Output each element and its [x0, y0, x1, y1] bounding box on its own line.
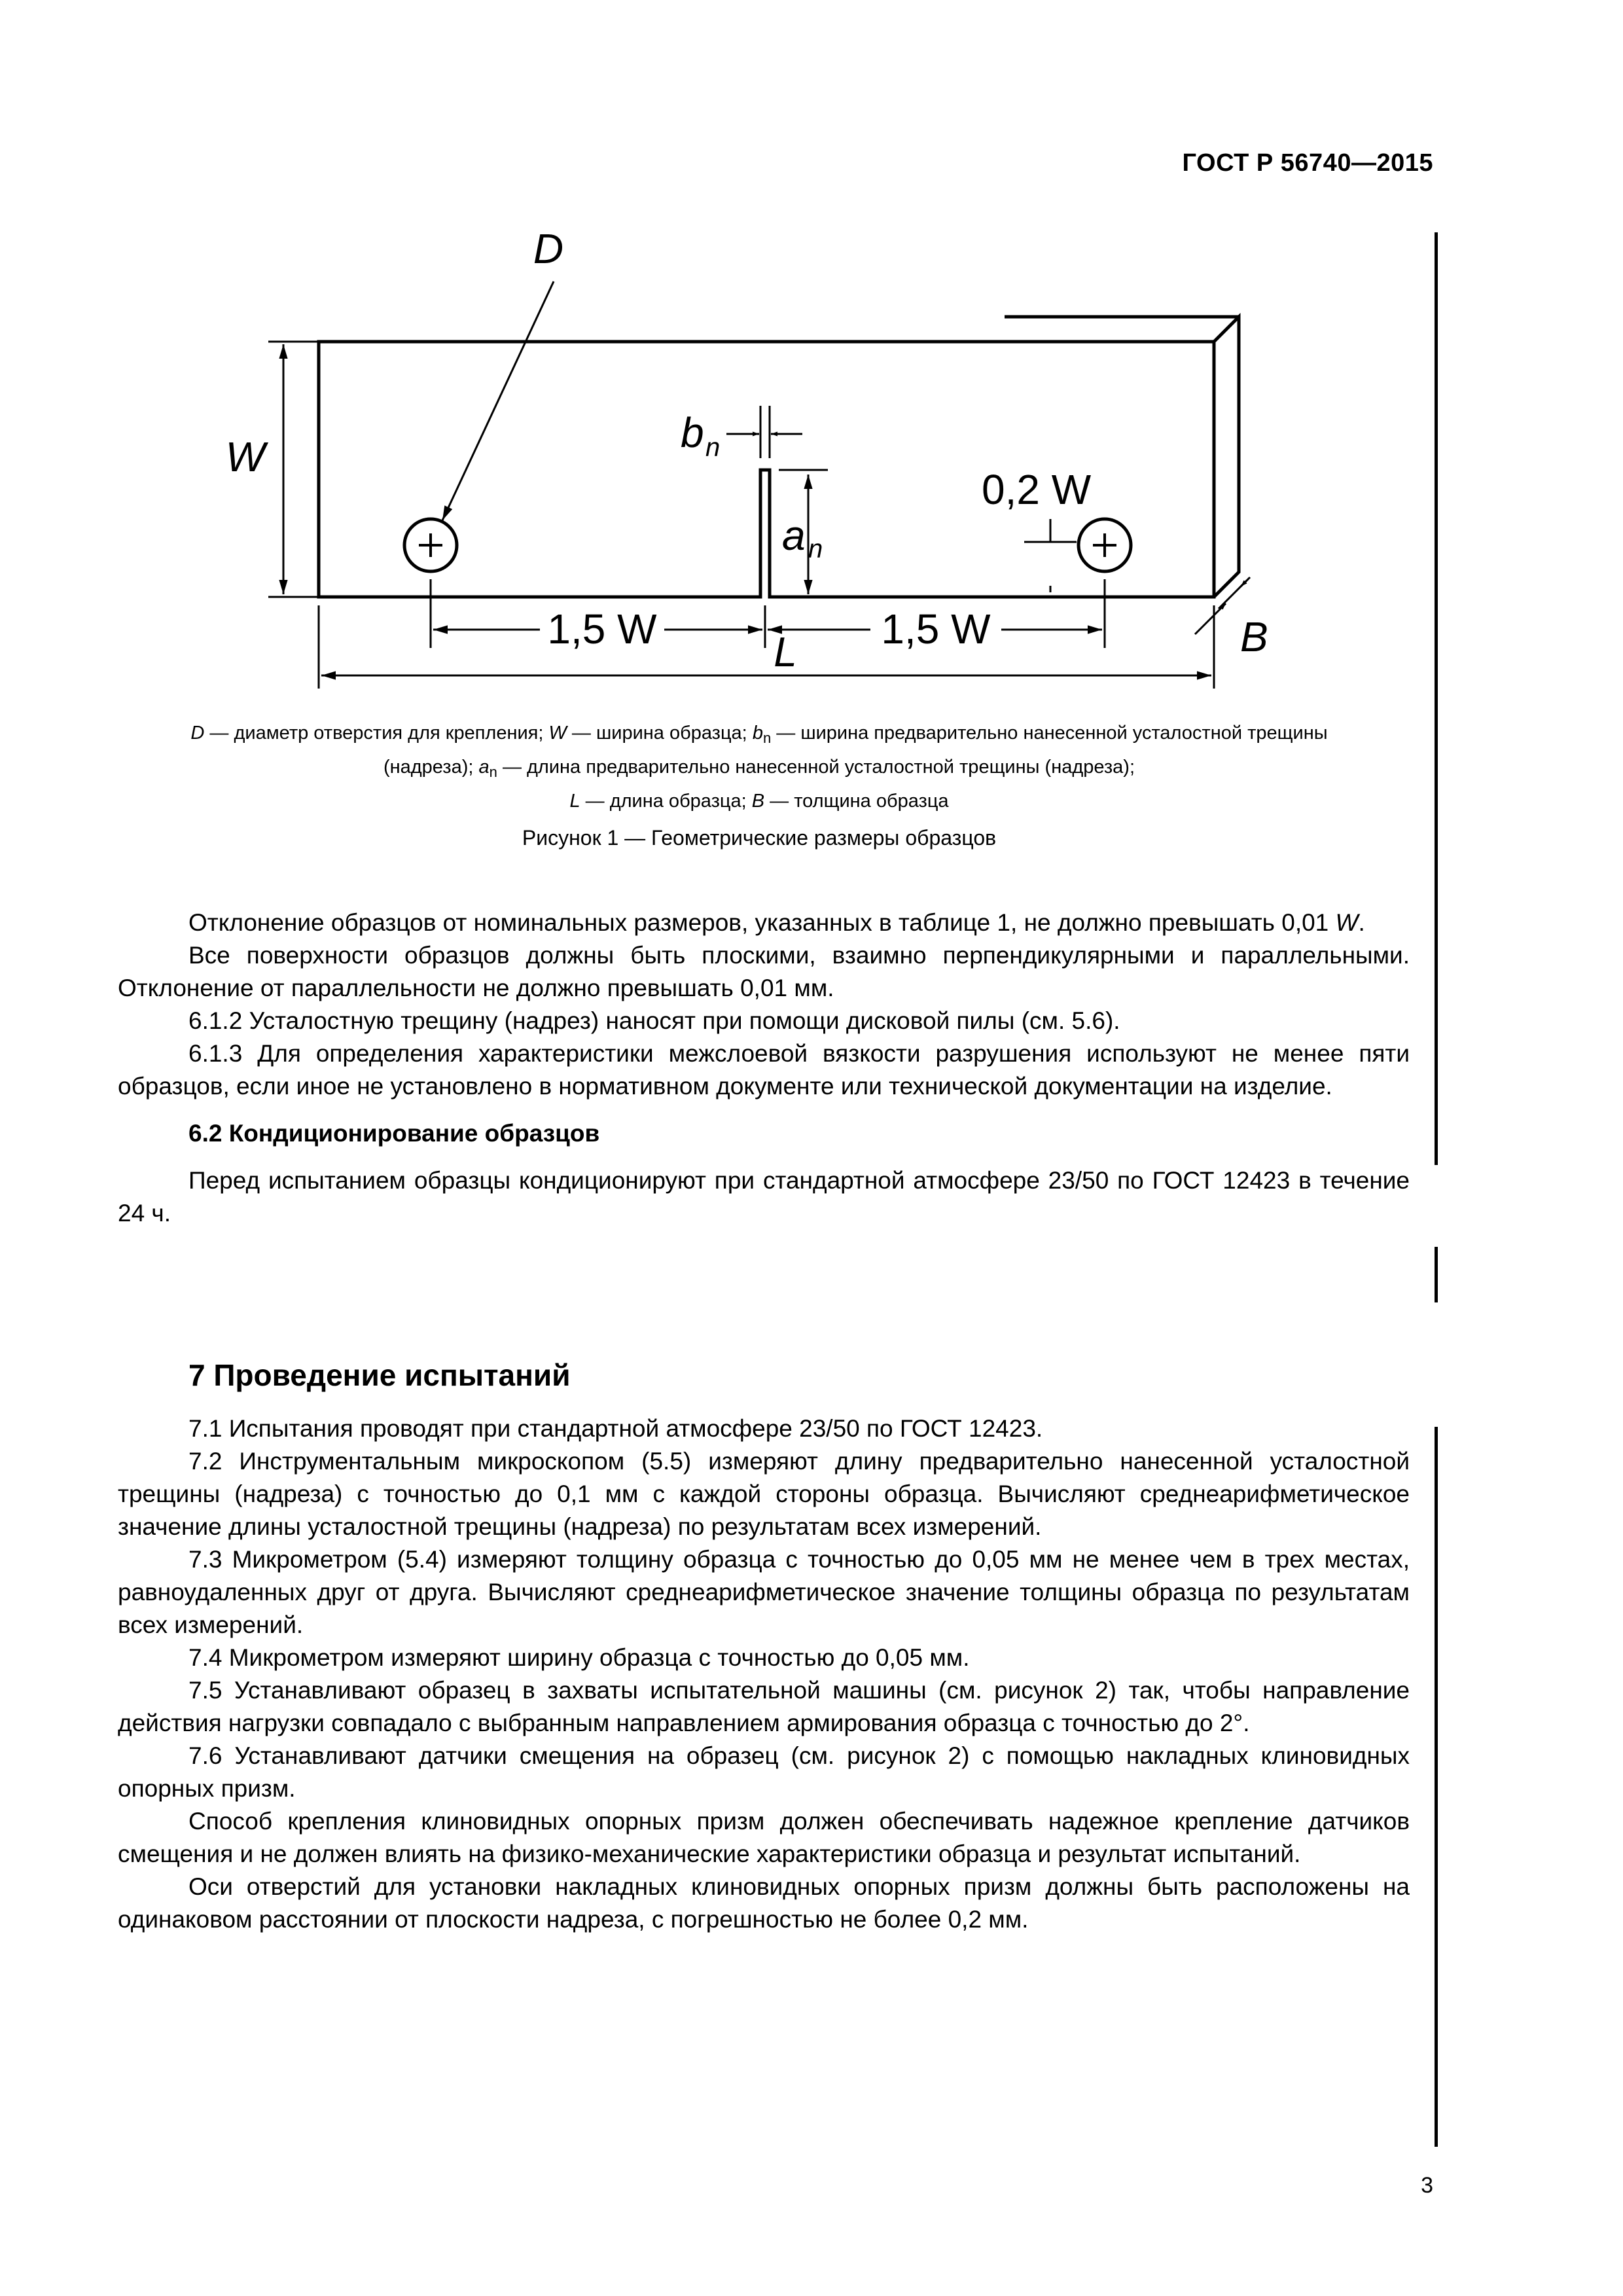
- label-one-five-w-left: 1,5 W: [547, 605, 657, 653]
- paragraph-7-2: 7.2 Инструментальным микроскопом (5.5) измеряют длину предварительно нанесенной усталостной трещины (надреза) с точностью до 0,1 мм с каждой стороны образца. Вычисляют среднеарифметическое значение длины усталостной трещины (надреза) по результатам всех измерений.: [118, 1448, 1410, 1540]
- legend-b-text: — толщина образца: [764, 791, 949, 812]
- legend-d-text: — диаметр отверстия для крепления;: [204, 723, 549, 744]
- legend-b-symbol: B: [751, 791, 765, 812]
- label-point-two-w: 0,2 W: [982, 466, 1092, 513]
- paragraph-deviation-end: .: [1358, 909, 1365, 936]
- body-section-7: [118, 1359, 1410, 1936]
- paragraph-deviation-text: Отклонение образцов от номинальных размеров, указанных в таблице 1, не должно превышать 0,01: [188, 909, 1336, 936]
- label-bn-subscript: n: [705, 433, 721, 462]
- change-bar-bottom: [1435, 1427, 1438, 2147]
- page-number: 3: [1421, 2173, 1433, 2198]
- figure-legend: [157, 719, 1361, 816]
- legend-an-subscript: n: [489, 764, 497, 780]
- label-w: W: [225, 433, 265, 480]
- paragraph-7-6: 7.6 Устанавливают датчики смещения на образец (см. рисунок 2) с помощью накладных клиновидных опорных призм.: [118, 1742, 1410, 1802]
- d-leader-line: [442, 281, 554, 520]
- legend-w-symbol: W: [548, 723, 567, 744]
- paragraph-7-1: 7.1 Испытания проводят при стандартной атмосфере 23/50 по ГОСТ 12423.: [188, 1415, 1043, 1442]
- paragraph-conditioning: Перед испытанием образцы кондиционируют при стандартной атмосфере 23/50 по ГОСТ 12423 в течение 24 ч.: [118, 1167, 1410, 1227]
- section-6-2-heading: 6.2 Кондиционирование образцов: [188, 1120, 600, 1147]
- paragraph-deviation: [118, 906, 1410, 939]
- specimen-thickness-edge: [1214, 317, 1239, 597]
- paragraph-7-5: 7.5 Устанавливают образец в захваты испытательной машины (см. рисунок 2) так, чтобы направление действия нагрузки совпадало с выбранным направлением армирования образца с точностью до 2°.: [118, 1677, 1410, 1736]
- label-an-subscript: n: [808, 535, 823, 564]
- legend-bn-symbol: b: [752, 723, 763, 744]
- paragraph-7-4: 7.4 Микрометром измеряют ширину образца с точностью до 0,05 мм.: [188, 1644, 970, 1671]
- label-an: a: [782, 512, 806, 559]
- label-b: B: [1240, 613, 1268, 660]
- paragraph-deviation-symbol: W: [1335, 909, 1359, 936]
- figure-title: Рисунок 1 — Геометрические размеры образцов: [522, 826, 997, 850]
- legend-bn-subscript: n: [762, 730, 772, 746]
- body-section-6: [118, 906, 1410, 1230]
- label-bn: b: [681, 409, 704, 456]
- paragraph-7-6-method: Способ крепления клиновидных опорных призм должен обеспечивать надежное крепление датчиков смещения и не должен влиять на физико-механические характеристики образца и результат испытаний.: [118, 1808, 1410, 1867]
- legend-l-text: — длина образца;: [580, 791, 752, 812]
- paragraph-6-1-2: 6.1.2 Усталостную трещину (надрез) наносят при помощи дисковой пилы (см. 5.6).: [188, 1007, 1120, 1034]
- paragraph-7-3: 7.3 Микрометром (5.4) измеряют толщину образца с точностью до 0,05 мм не менее чем в трех местах, равноудаленных друг от друга. Вычисляют среднеарифметическое значение толщины образца по результатам всех измерений.: [118, 1546, 1410, 1638]
- legend-an-symbol: a: [478, 757, 490, 778]
- label-l: L: [774, 628, 797, 675]
- paragraph-7-6-axes: Оси отверстий для установки накладных клиновидных опорных призм должны быть расположены на одинаковом расстоянии от плоскости надреза, с погрешностью не более 0,2 мм.: [118, 1873, 1410, 1933]
- legend-d-symbol: D: [190, 723, 205, 744]
- legend-l-symbol: L: [569, 791, 580, 812]
- figure-specimen-drawing: [0, 0, 1623, 720]
- paragraph-surfaces: Все поверхности образцов должны быть плоскими, взаимно перпендикулярными и параллельными. Отклонение от параллельности не должно превышать 0,01 мм.: [118, 942, 1410, 1001]
- chapter-7-heading: 7 Проведение испытаний: [188, 1358, 571, 1392]
- legend-an-text: — длина предварительно нанесенной усталостной трещины (надреза);: [497, 757, 1135, 778]
- paragraph-6-1-3: 6.1.3 Для определения характеристики межслоевой вязкости разрушения используют не менее пяти образцов, если иное не установлено в нормативном документе или технической документации на изделие.: [118, 1040, 1410, 1100]
- legend-w-text: — ширина образца;: [566, 723, 753, 744]
- change-bar-middle: [1435, 1247, 1438, 1302]
- label-d: D: [533, 225, 564, 272]
- label-one-five-w-right: 1,5 W: [881, 605, 991, 653]
- legend-bn-text: — ширина предварительно нанесенной усталостной трещины (надреза);: [383, 723, 1328, 778]
- page-header-standard: ГОСТ Р 56740—2015: [1182, 149, 1433, 177]
